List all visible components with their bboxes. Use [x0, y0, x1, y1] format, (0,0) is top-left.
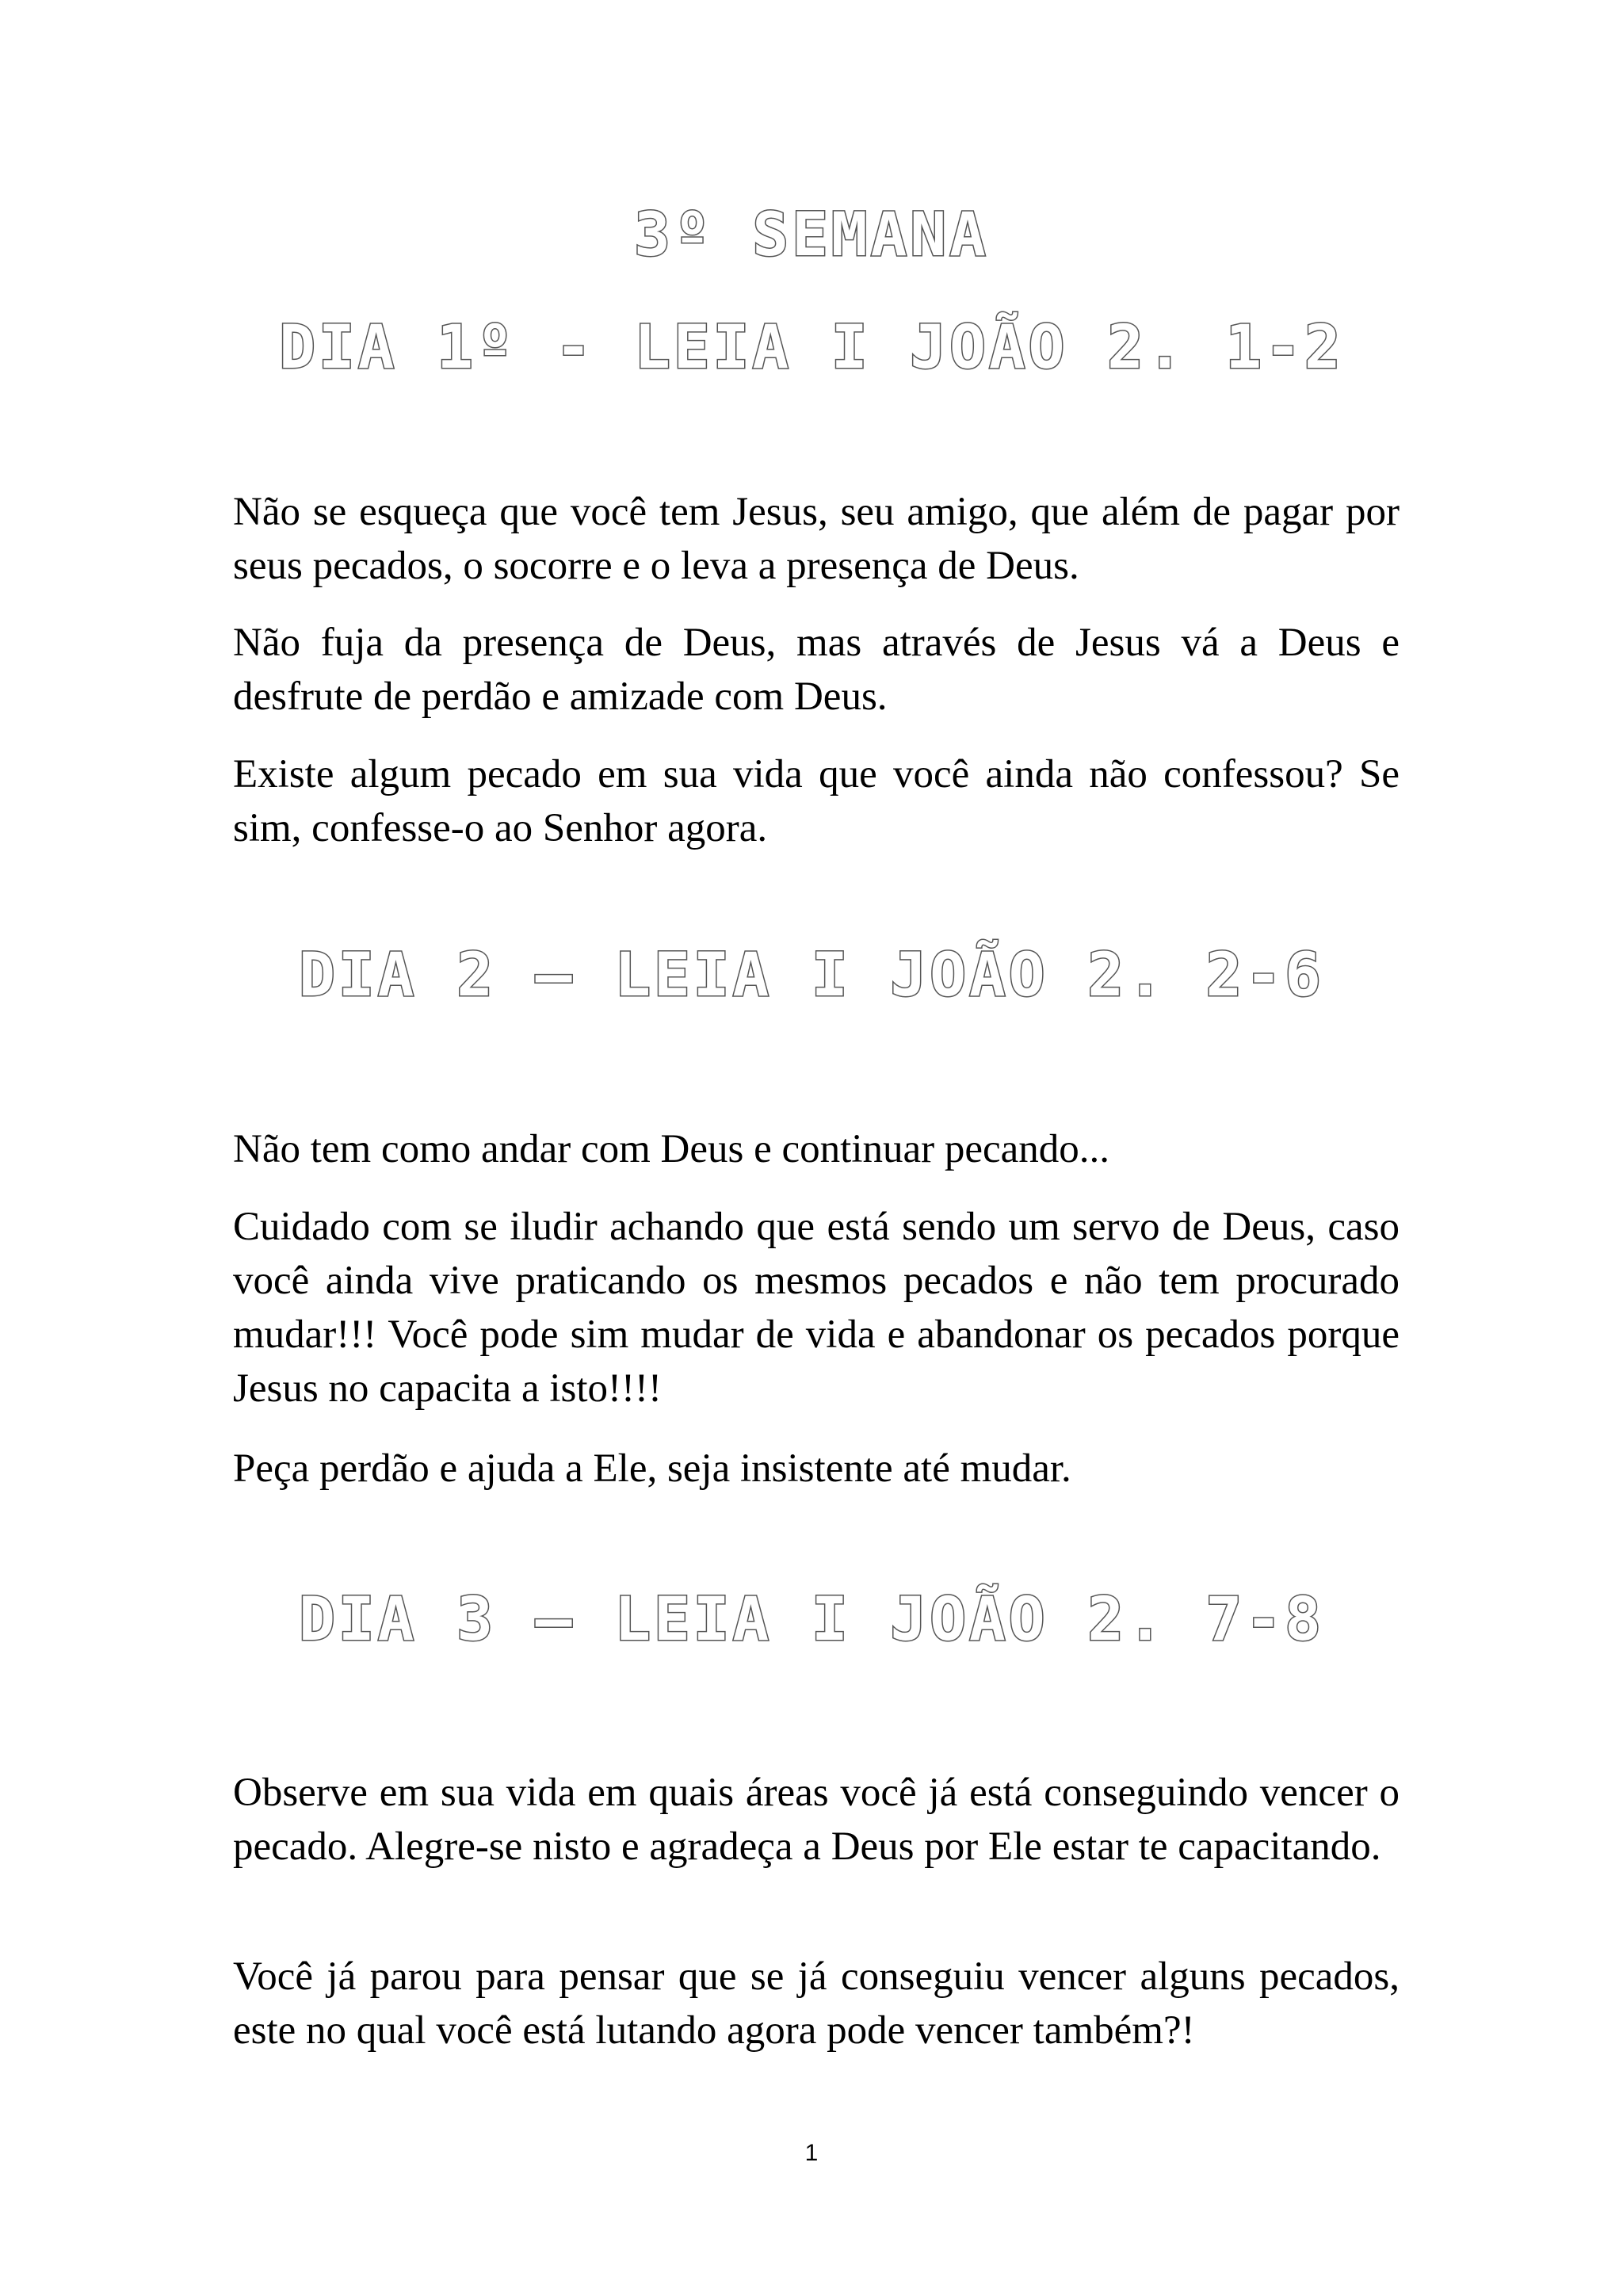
day2-paragraph-3: Peça perdão e ajuda a Ele, seja insistente até mudar.: [233, 1446, 1071, 1491]
day3-paragraph-1: Observe em sua vida em quais áreas você já está conseguindo vencer o pecado. Alegre-se nisto e agradeça a Deus por Ele estar te capacitando.: [233, 1771, 1400, 1869]
day3-paragraph-2: Você já parou para pensar que se já conseguiu vencer alguns pecados, este no qual você está lutando agora pode vencer também?!: [233, 1954, 1400, 2053]
day2-paragraph-2: Cuidado com se iludir achando que está sendo um servo de Deus, caso você ainda vive praticando os mesmos pecados e não tem procurado mudar!!! Você pode sim mudar de vida e abandonar os pecados porque Jesus no capacita a isto!!!!: [233, 1205, 1400, 1411]
day2-heading: DIA 2 – LEIA I JOÃO 2. 2-6: [299, 939, 1324, 1010]
day1-paragraph-3: Existe algum pecado em sua vida que você ainda não confessou? Se sim, confesse-o ao Senhor agora.: [233, 752, 1400, 850]
week-heading: 3º SEMANA: [634, 199, 989, 269]
day1-paragraph-2: Não fuja da presença de Deus, mas através de Jesus vá a Deus e desfrute de perdão e amizade com Deus.: [233, 621, 1400, 719]
day2-paragraph-1: Não tem como andar com Deus e continuar pecando...: [233, 1127, 1110, 1171]
day1-paragraph-1: Não se esqueça que você tem Jesus, seu amigo, que além de pagar por seus pecados, o socorre e o leva a presença de Deus.: [233, 490, 1400, 588]
day3-heading: DIA 3 – LEIA I JOÃO 2. 7-8: [299, 1584, 1324, 1654]
day1-heading: DIA 1º - LEIA I JOÃO 2. 1-2: [279, 311, 1344, 382]
page-number: 1: [804, 2140, 819, 2166]
